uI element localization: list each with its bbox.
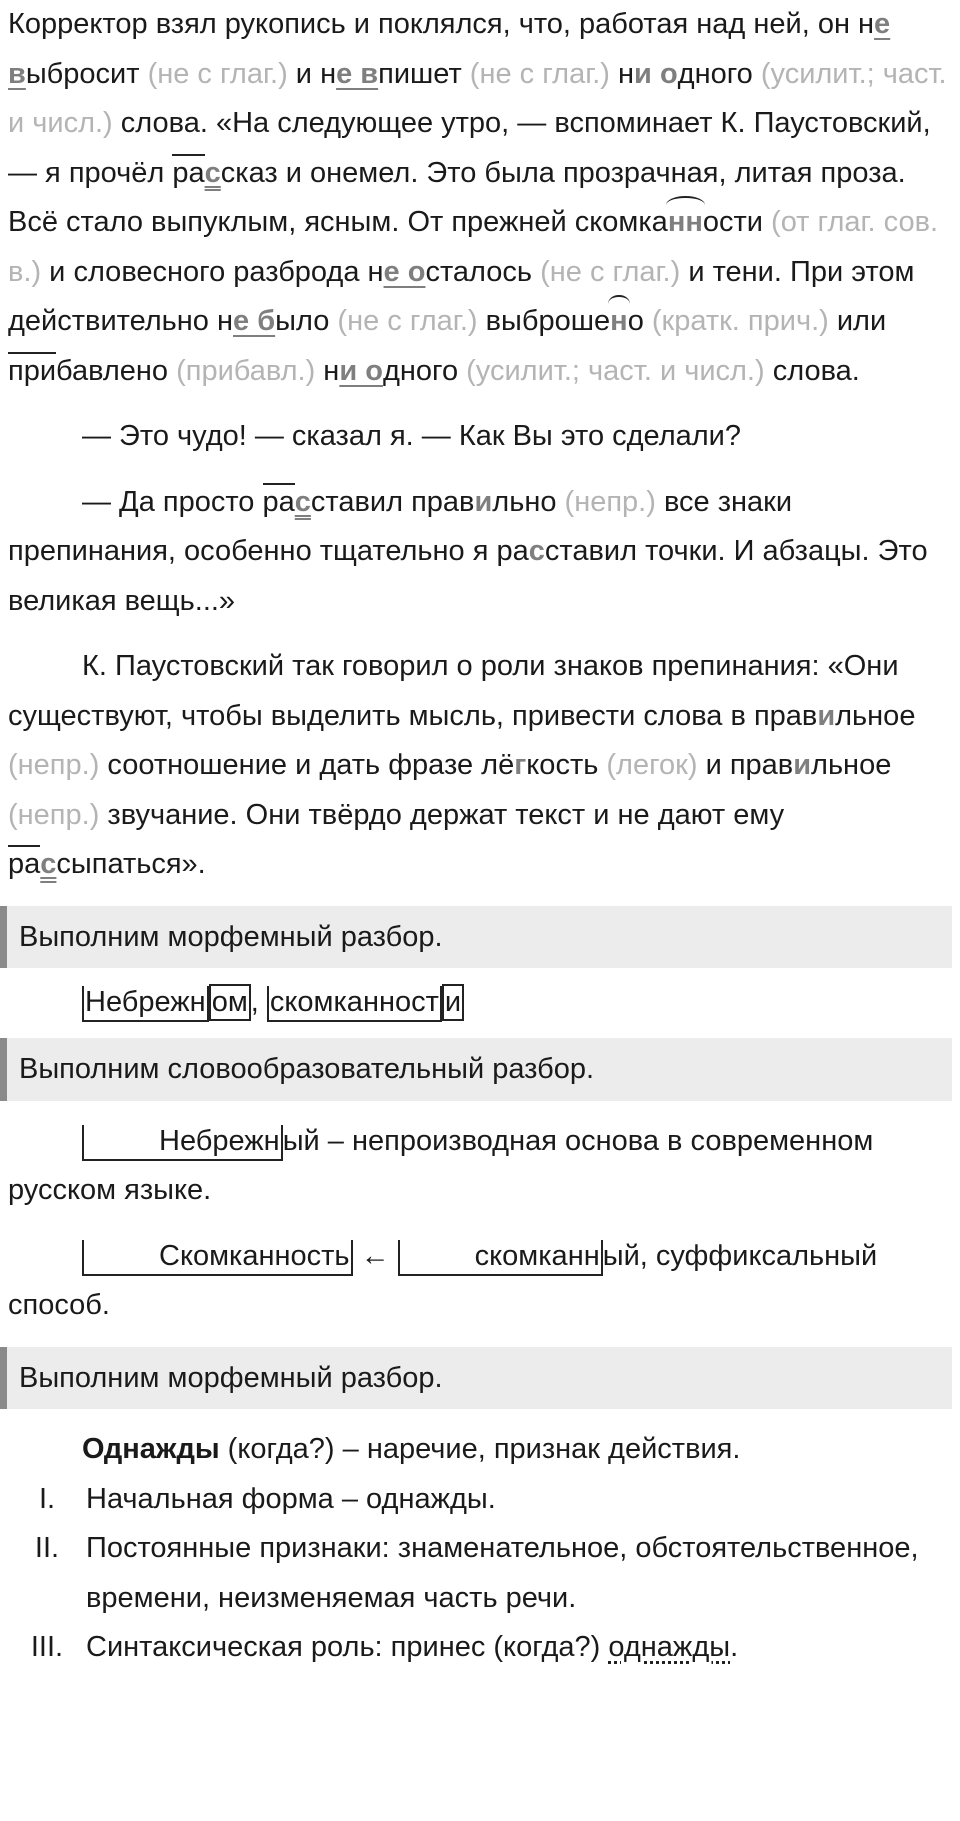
- highlight: и: [793, 749, 812, 781]
- dialog-line-1: — Это чудо! — сказал я. — Как Вы это сделали?: [82, 420, 742, 452]
- highlight: о: [659, 57, 678, 90]
- text: сталось: [425, 255, 541, 288]
- list-text: Постоянные признаки: знаменательное, обстоятельственное, времени, неизменяемая часть речи.: [86, 1532, 919, 1614]
- section-band-derivation: Выполним словообразовательный разбор.: [0, 1038, 952, 1100]
- text: [652, 58, 660, 90]
- analysis-list: [8, 1475, 952, 1673]
- analysis-word: Однажды: [82, 1433, 220, 1466]
- text: выброше: [477, 305, 611, 337]
- highlight: с: [294, 485, 311, 518]
- note: (прибавл.): [176, 354, 316, 387]
- text: ра: [496, 535, 529, 567]
- text: и прав: [697, 749, 794, 781]
- text: ыбросит: [25, 57, 148, 90]
- text: ый: [602, 1239, 640, 1272]
- text: льное: [811, 749, 892, 781]
- text: точки. И абзацы. Это великая вещь...»: [8, 535, 928, 617]
- note: (кратк. прич.): [651, 305, 829, 337]
- text: прав: [753, 699, 818, 732]
- text: ставил: [544, 535, 638, 567]
- note: (не с глаг.): [469, 57, 610, 90]
- text: и тени. При этом действительно н: [8, 255, 915, 337]
- text: и н: [287, 57, 337, 90]
- text: о: [627, 305, 652, 337]
- text: кость: [526, 749, 607, 781]
- highlight: г: [514, 749, 527, 781]
- text: , суффиксальный способ.: [8, 1239, 878, 1322]
- stem-bracket: Скомканность: [82, 1240, 353, 1276]
- text: бавлено: [56, 354, 177, 387]
- text: ыло: [275, 305, 338, 337]
- list-item: [8, 1475, 952, 1525]
- note: (непр.): [564, 485, 656, 518]
- text: дного: [382, 354, 467, 387]
- highlight: и: [474, 485, 493, 518]
- text: льно: [492, 485, 565, 518]
- text: и онемел. Это была прозрачная, литая проза. Всё стало выпуклым, ясным. От прежней скомка: [8, 156, 906, 238]
- text: дного: [677, 57, 761, 90]
- highlight: и: [634, 57, 652, 90]
- dialog-line-2: [8, 478, 952, 627]
- list-item: [8, 1623, 952, 1673]
- paragraph-3: [8, 642, 952, 890]
- text: прав: [403, 485, 475, 518]
- stem-bracket: Небрежн: [82, 1125, 283, 1161]
- note: (не с глаг.): [540, 255, 681, 288]
- list-item: [8, 1524, 952, 1623]
- text: — Да просто: [82, 485, 263, 518]
- note: (не с глаг.): [147, 57, 288, 90]
- note: (усилит.; част. и числ.): [8, 57, 947, 139]
- text: слова.: [764, 354, 860, 387]
- text: и словесного разброда н: [41, 255, 384, 288]
- list-number: III.: [30, 1631, 64, 1664]
- highlight: и о: [339, 354, 383, 387]
- text: К. Паустовский так говорил о роли знаков препинания: «Они существуют, чтобы выделить мысль, привести слова в: [8, 650, 899, 732]
- text: Корректор взял рукопись и поклялся, что, работая над ней, он н: [8, 8, 875, 40]
- adverb-underlined: однажды: [608, 1631, 731, 1664]
- highlight: е б: [233, 305, 276, 337]
- text: ый: [282, 1124, 320, 1157]
- text: звучание. Они твёрдо держат текст и не дают ему: [99, 798, 785, 831]
- text: или: [828, 305, 887, 337]
- text: (когда?) – наречие, признак действия.: [219, 1433, 741, 1466]
- section-band-morpheme-2: Выполним морфемный разбор.: [0, 1347, 952, 1409]
- note: (легок): [606, 749, 698, 781]
- text: ости: [702, 206, 772, 238]
- text: .: [730, 1631, 739, 1664]
- list-text: Начальная форма – однажды.: [86, 1482, 496, 1515]
- prefix-mark: ра: [263, 483, 295, 518]
- text: – непроизводная основа в современном русском языке.: [8, 1124, 874, 1207]
- text: ставил: [310, 485, 404, 518]
- text: н: [609, 57, 635, 90]
- highlight: е в: [8, 8, 891, 90]
- text: все знаки препинания, особенно тщательно я: [8, 485, 793, 567]
- list-number: II.: [34, 1532, 60, 1565]
- section-band-morpheme: Выполним морфемный разбор.: [0, 906, 952, 968]
- prefix-mark: при: [8, 352, 56, 387]
- highlight: с: [204, 156, 221, 189]
- highlight: е о: [383, 255, 426, 288]
- stem-bracket: Небрежн: [82, 986, 209, 1022]
- text: сыпаться: [56, 848, 182, 880]
- text: соотношение и дать фразе лё: [99, 749, 515, 781]
- paragraph-1: [8, 0, 952, 396]
- stem-bracket: скомканност: [267, 986, 442, 1022]
- highlight: е в: [336, 57, 379, 90]
- note: (от глаг. сов. в.): [8, 206, 939, 288]
- text: льное: [835, 699, 916, 732]
- suffix-mark: нн: [667, 206, 703, 238]
- text: Синтаксическая роль: принес (когда?): [86, 1631, 609, 1664]
- text: ».: [181, 848, 206, 880]
- ending-box: ом: [209, 984, 251, 1021]
- stem-bracket: скомканн: [398, 1240, 603, 1276]
- text: пишет: [378, 57, 470, 90]
- derivation-line-2: [8, 1232, 952, 1331]
- note: (непр.): [8, 749, 100, 781]
- derivation-line-1: [8, 1117, 952, 1216]
- note: (непр.): [8, 798, 100, 831]
- ending-box: и: [442, 984, 464, 1021]
- text: н: [315, 354, 340, 387]
- prefix-mark: ра: [172, 154, 204, 189]
- arrow-left-icon: ←: [352, 1239, 398, 1272]
- note: (не с глаг.): [337, 305, 478, 337]
- list-text: [86, 1623, 952, 1673]
- prefix-mark: ра: [8, 845, 40, 880]
- text: слова. «На следующее утро, — вспоминает К. Паустовский, — я прочёл: [8, 107, 931, 189]
- highlight: и: [817, 699, 836, 732]
- morpheme-analysis-line: [8, 984, 952, 1022]
- highlight: с: [40, 848, 57, 880]
- text: сказ: [220, 156, 278, 189]
- highlight: с: [528, 535, 545, 567]
- list-number: I.: [38, 1482, 56, 1515]
- analysis-heading: [8, 1425, 952, 1475]
- suffix-mark: н: [610, 305, 628, 337]
- separator: ,: [250, 985, 267, 1018]
- note: (усилит.; част. и числ.): [466, 354, 765, 387]
